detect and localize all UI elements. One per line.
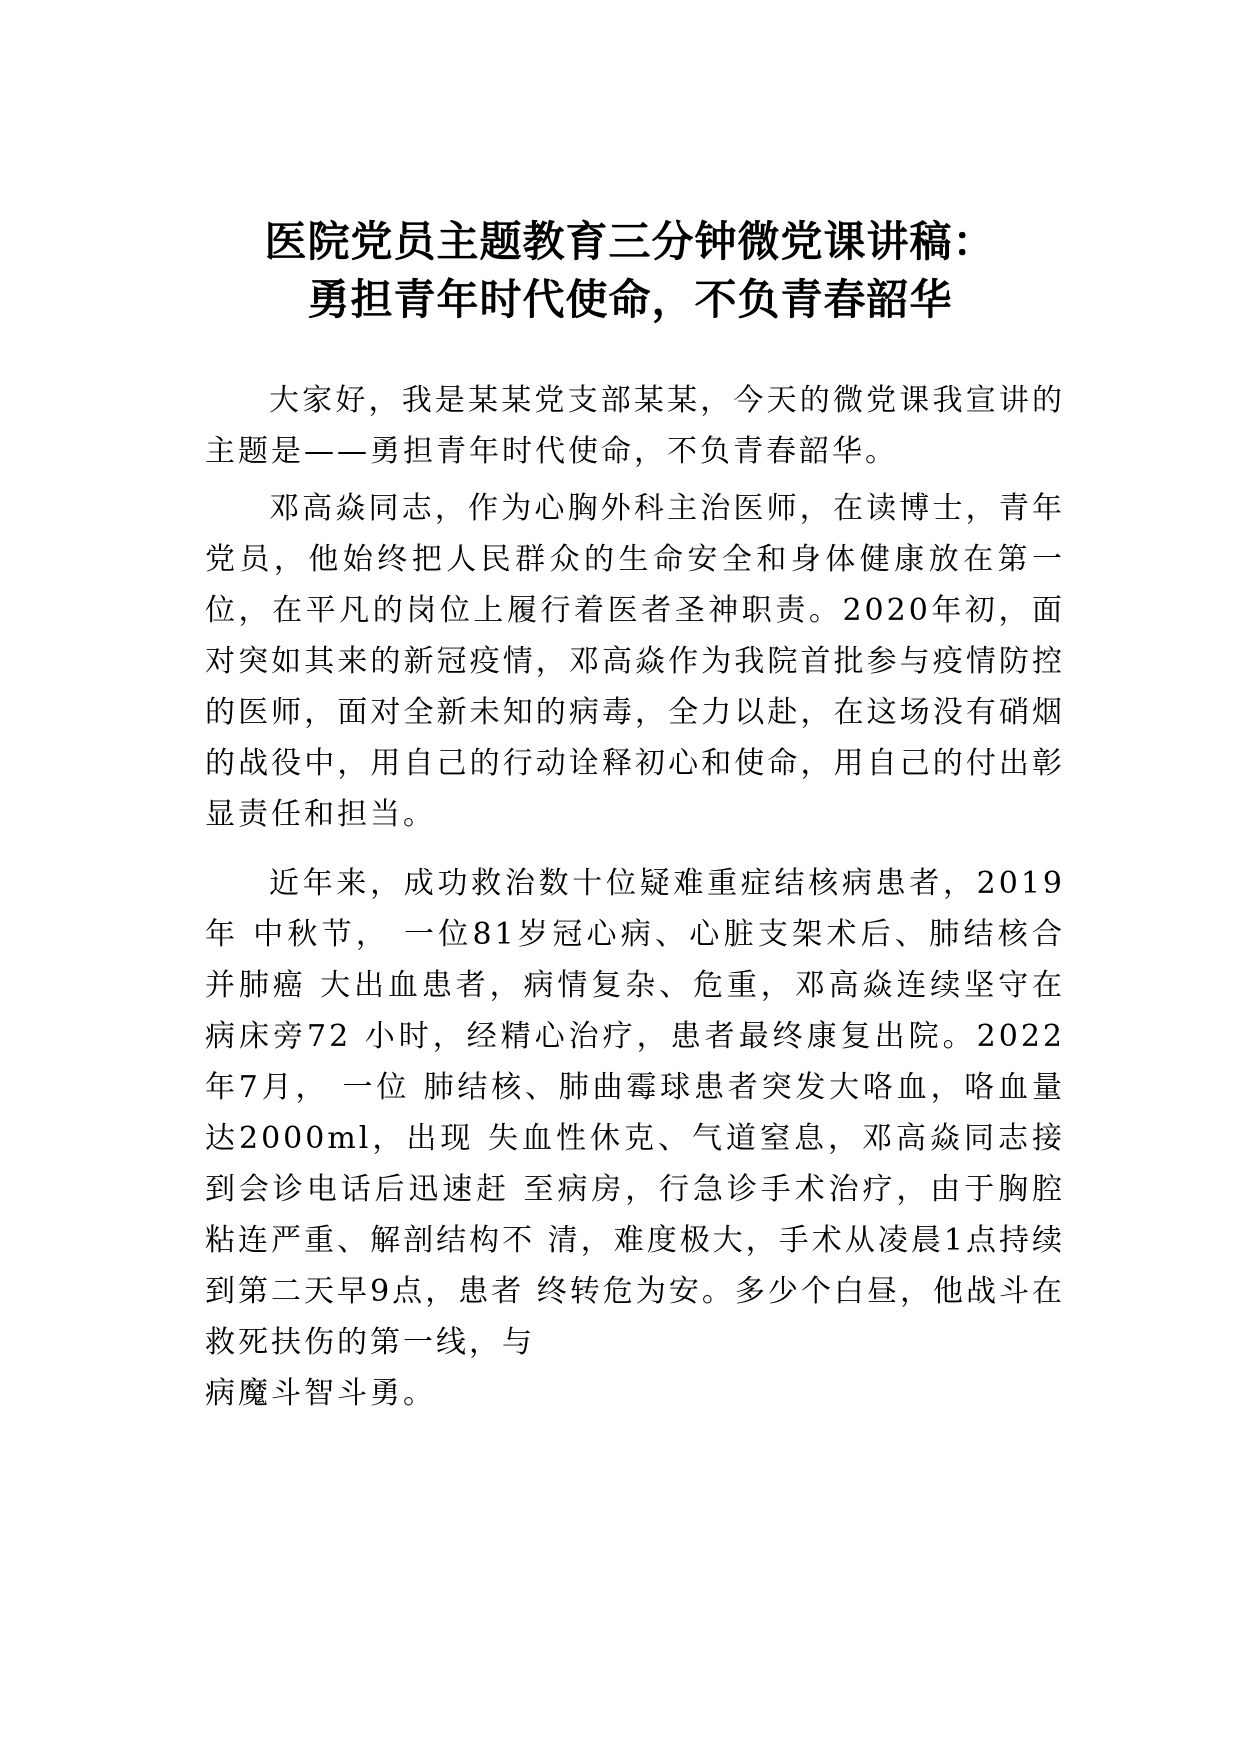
- page-title: [200, 213, 1060, 329]
- paragraph-tail: 病魔斗智斗勇。: [205, 1376, 436, 1411]
- paragraph-introduction: 邓高焱同志，作为心胸外科主治医师，在读博士，青年党员，他始终把人民群众的生命安全和身体健康放在第一位，在平凡的岗位上履行着医者圣神职责。2020年初，面对突如其来的新冠疫情，邓高焱作为我院首批参与疫情防控的医师，面对全新未知的病毒，全力以赴，在这场没有硝烟的战役中，用自己的行动诠释初心和使命，用自己的付出彰显责任和担当。: [205, 491, 1065, 832]
- title-line-1: 医院党员主题教育三分钟微党课讲稿：: [264, 217, 996, 266]
- body-text: [205, 375, 1065, 1419]
- paragraph-cases: 近年来，成功救治数十位疑难重症结核病患者，2019年 中秋节， 一位81岁冠心病、心脏支架术后、肺结核合并肺癌 大出血患者，病情复杂、危重，邓高焱连续坚守在病床旁72 小时，经精心治疗，患者最终康复出院。2022年7月， 一位 肺结核、肺曲霉球患者突发大咯血，咯血量达2000ml，出现 失血性休克、气道窒息，邓高焱同志接到会诊电话后迅速赶 至病房，行急诊手术治疗，由于胸腔粘连严重、解剖结构不 清，难度极大，手术从凌晨1点持续到第二天早9点，患者 终转危为安。多少个白昼，他战斗在救死扶伤的第一线，与: [205, 866, 1065, 1360]
- title-line-2: 勇担青年时代使命，不负青春韶华: [307, 275, 953, 324]
- paragraph-greeting: 大家好，我是某某党支部某某，今天的微党课我宣讲的主题是——勇担青年时代使命，不负青春韶华。: [205, 383, 1065, 469]
